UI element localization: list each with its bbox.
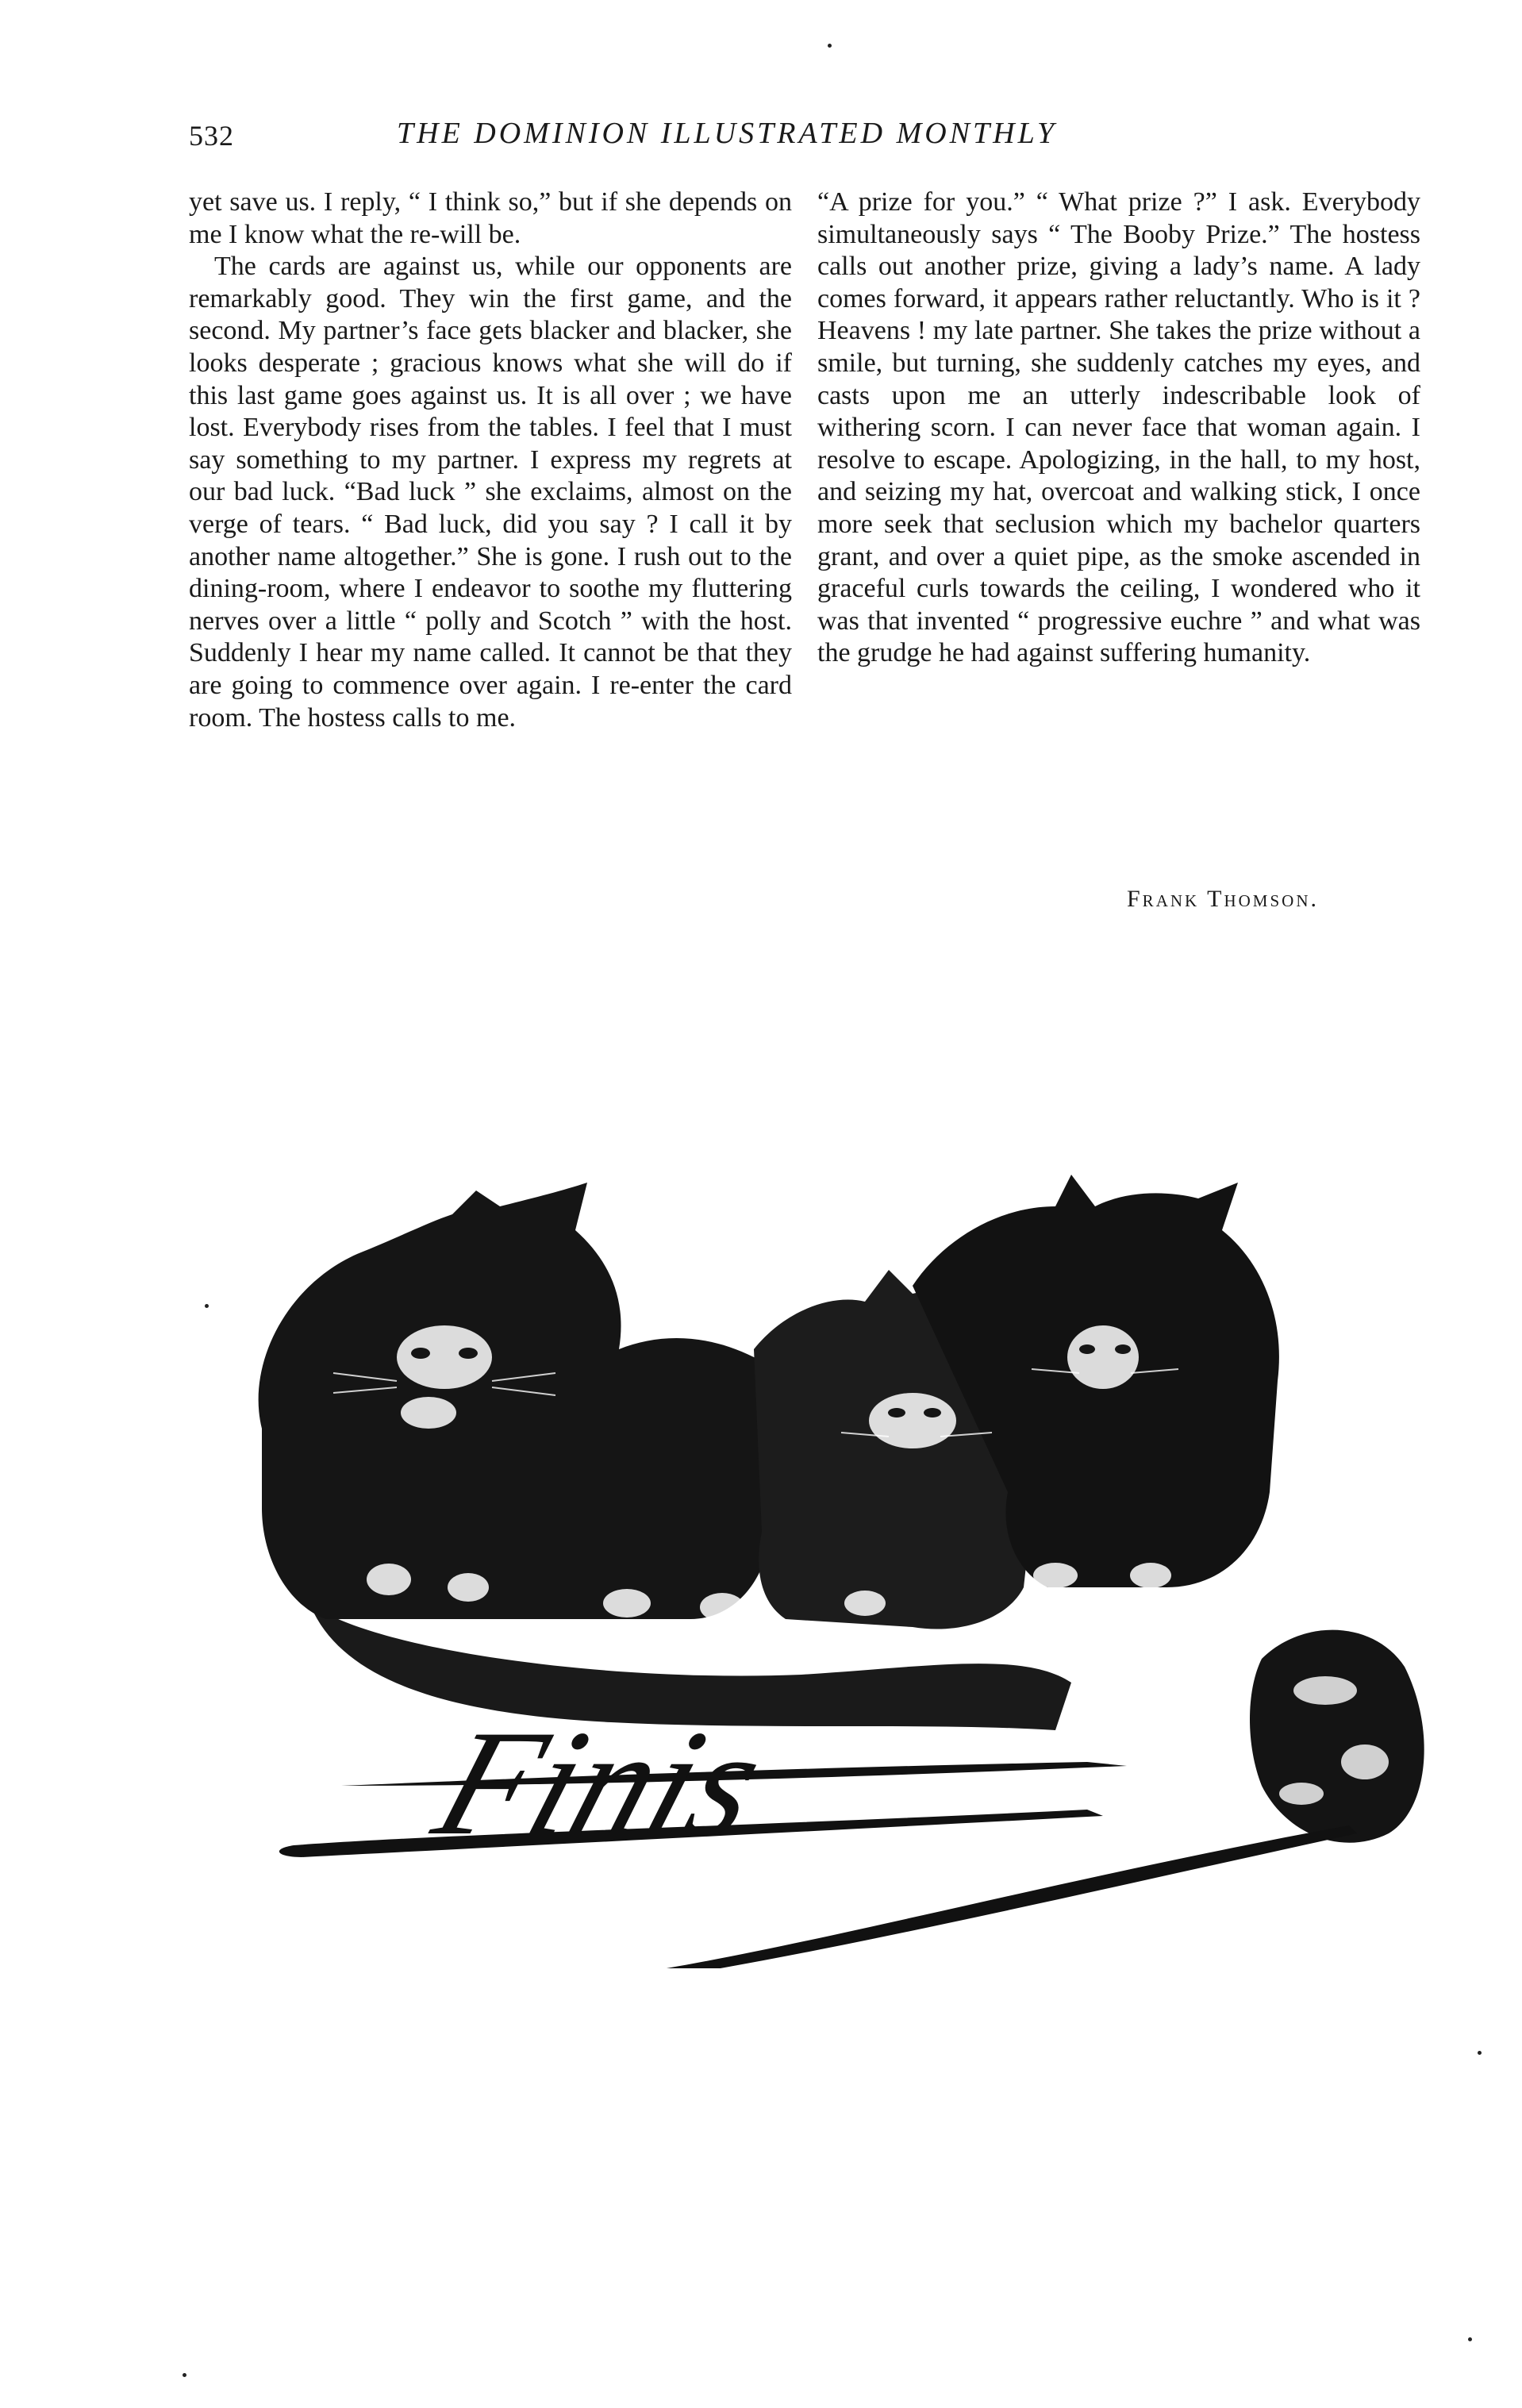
scan-speck: [183, 2373, 186, 2377]
scan-speck: [205, 1304, 209, 1308]
finis-script: Finis: [417, 1699, 782, 1867]
kittens-illustration: [214, 1175, 1452, 1968]
paragraph: The cards are against us, while our opponents are remarkably good. They win the first game, and the second. My partner’s face gets blacker and blacker, she looks desperate ; gracious knows what she will do if this last game goes against us. It is all over ; we have lost. Everybody rises from the tables. I feel that I must say something to my partner. I express my regrets at our bad luck. “Bad luck ” she exclaims, almost on the verge of tears. “ Bad luck, did you say ? I call it by another name altogether.” She is gone. I rush out to the dining-room, where I endeavor to soothe my fluttering nerves over a little “ polly and Scotch ” with the host. Suddenly I hear my name called. It cannot be that they are going to commence over again. I re-enter the card room. The hostess calls to me.: [189, 252, 792, 733]
scan-speck: [1478, 2051, 1482, 2055]
scan-speck: [828, 44, 832, 48]
page-number: 532: [189, 120, 234, 152]
paragraph: “A prize for you.” “ What prize ?” I ask. Everybody simultaneously says “ The Booby Prize.” The hostess calls out another prize, giving a lady’s name. A lady comes forward, it appears rather reluctantly. Who is it ? Heavens ! my late partner. She takes the prize without a smile, but turning, she suddenly catches my eyes, and casts upon me an utterly indescribable look of withering scorn. I can never face that woman again. I resolve to escape. Apologizing, in the hall, to my host, and seizing my hat, overcoat and walking stick, I once more seek that seclusion which my bachelor quarters grant, and over a quiet pipe, as the smoke ascended in graceful curls towards the ceiling, I wondered who it was that invented “ progressive euchre ” and what was the grudge he had against suffering humanity.: [817, 187, 1420, 668]
right-column: [817, 187, 1420, 670]
paragraph: yet save us. I reply, “ I think so,” but if she depends on me I know what the re-will be.: [189, 187, 792, 249]
scan-speck: [1468, 2337, 1472, 2341]
running-title: THE DOMINION ILLUSTRATED MONTHLY: [397, 117, 1058, 150]
left-column: [189, 187, 792, 734]
author-signature: Frank Thomson.: [1127, 886, 1319, 912]
